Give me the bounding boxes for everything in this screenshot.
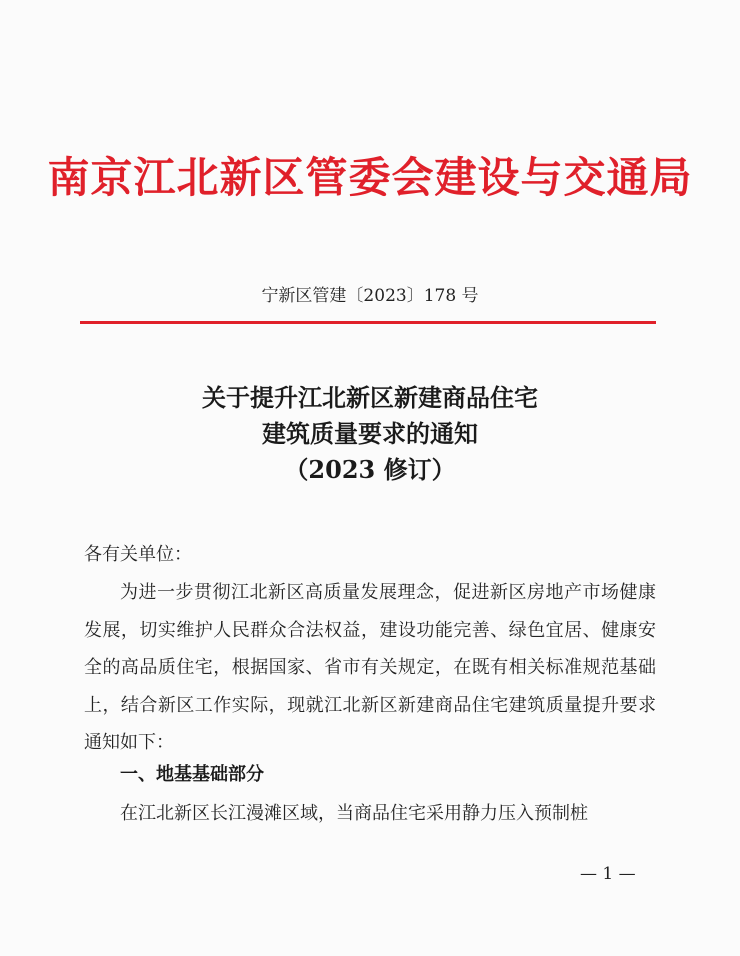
red-divider-line [80,321,656,324]
notice-title-line-1: 关于提升江北新区新建商品住宅 [202,383,538,412]
issuer-header: 南京江北新区管委会建设与交通局 [47,153,693,202]
document-number: 宁新区管建〔2023〕178 号 [261,286,479,306]
page-number: — 1 — [580,864,636,884]
notice-title-line-2: 建筑质量要求的通知 [262,419,478,448]
section-paragraph: 在江北新区长江漫滩区域，当商品住宅采用静力压入预制桩 [120,803,588,824]
intro-paragraph: 为进一步贯彻江北新区高质量发展理念，促进新区房地产市场健康发展，切实维护人民群众合法权益，建设功能完善、绿色宜居、健康安全的高品质住宅，根据国家、省市有关规定，在既有相关标准规范基础上，结合新区工作实际，现就江北新区新建商品住宅建筑质量提升要求通知如下： [84,582,656,753]
salutation: 各有关单位： [84,544,192,565]
notice-title-line-3: （2023 修订） [284,455,456,484]
section-heading-foundation: 一、地基基础部分 [120,764,264,785]
notice-title [0,380,740,488]
